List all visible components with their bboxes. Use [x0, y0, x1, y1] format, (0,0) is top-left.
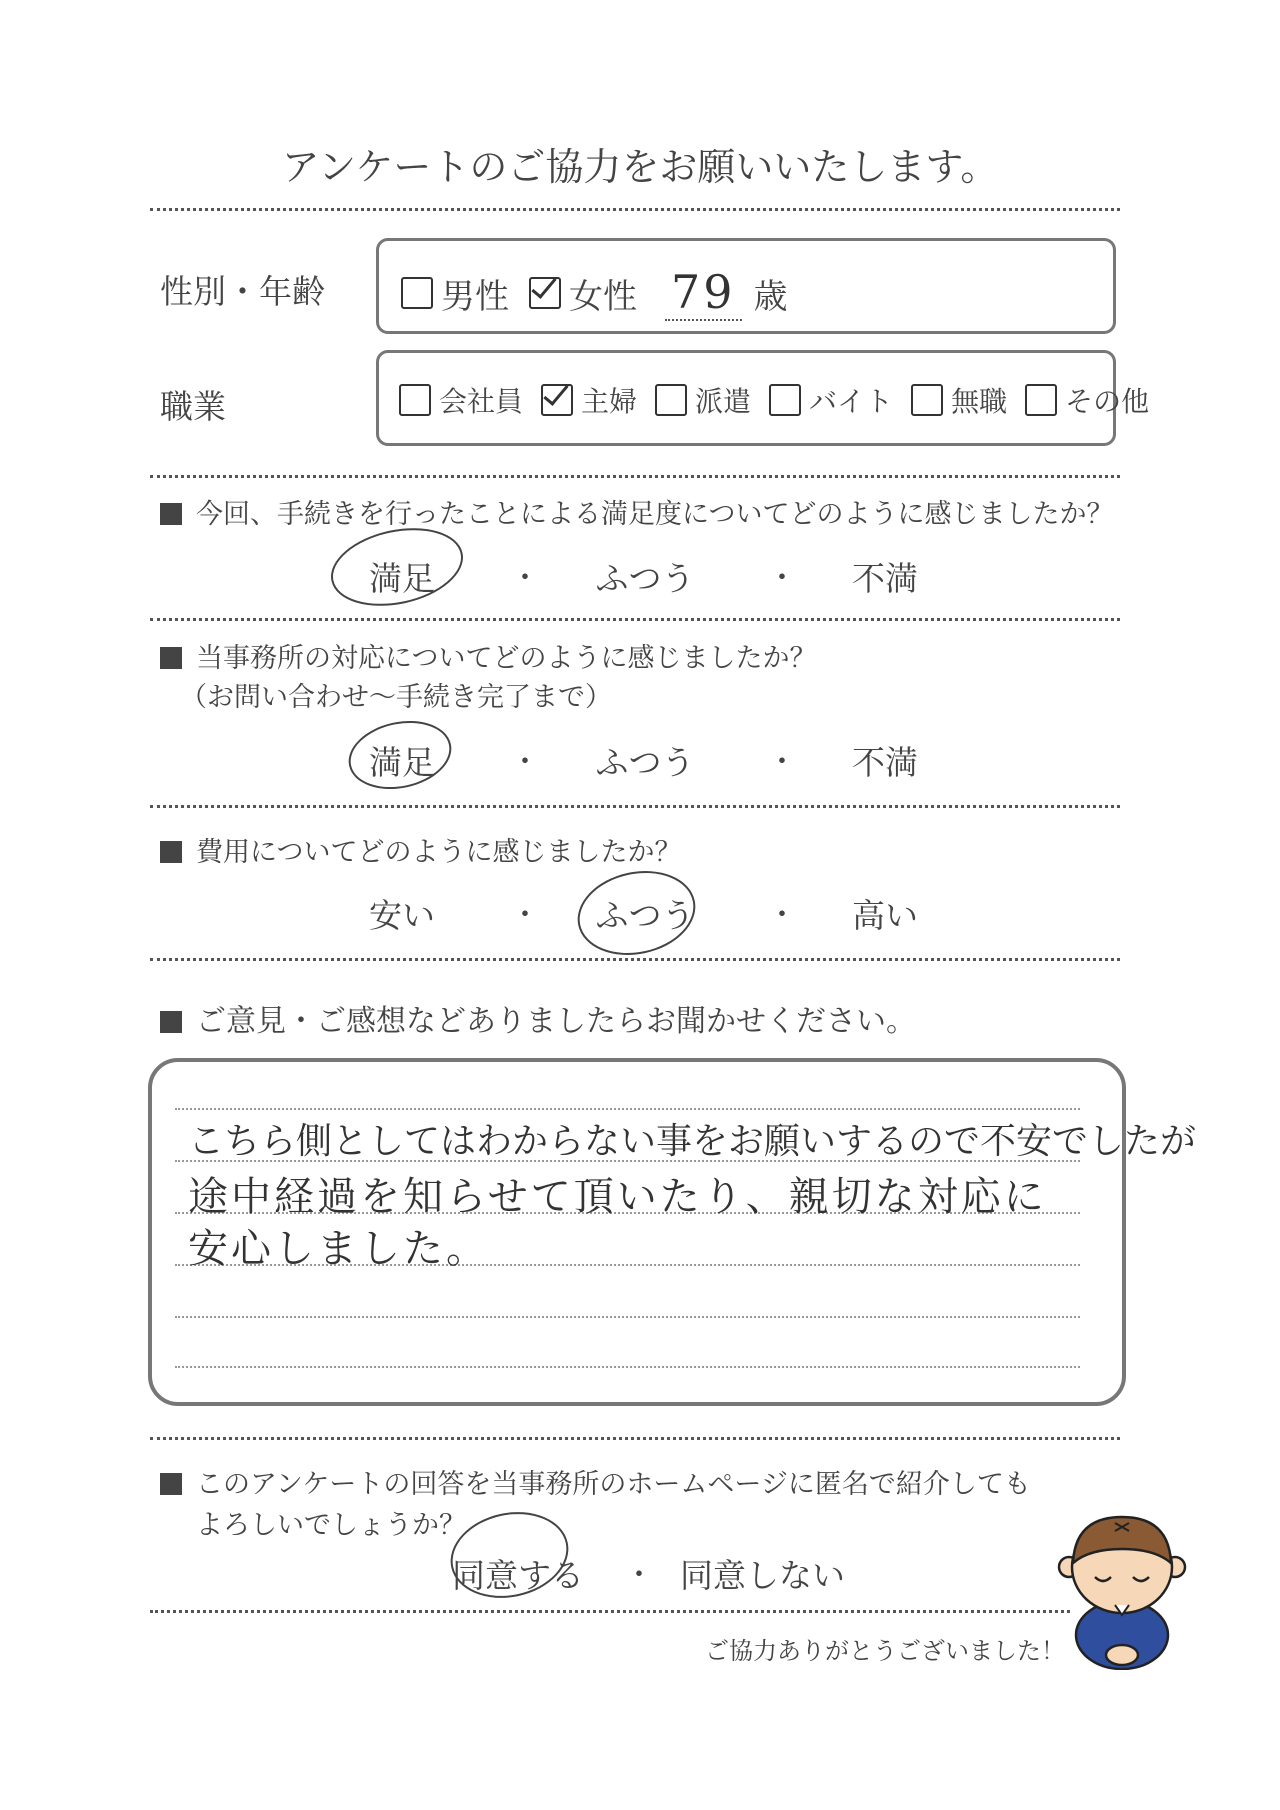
q5-option-disagree[interactable]: 同意しない [680, 1556, 845, 1595]
q1-option-satisfied[interactable]: 満足 [369, 559, 435, 598]
question-4 [160, 996, 916, 1040]
question-5-text: このアンケートの回答を当事務所のホームページに匿名で紹介しても [196, 1469, 1031, 1500]
divider [150, 958, 1120, 961]
occupation-options [399, 380, 1167, 420]
q2-selection-circle [342, 712, 457, 798]
bowing-mascot-icon [1055, 1505, 1190, 1670]
bullet-square-icon [160, 1011, 182, 1033]
question-2-text: 当事務所の対応についてどのように感じましたか？ [196, 643, 817, 674]
age-suffix: 歳 [753, 276, 788, 317]
divider [150, 208, 1120, 211]
thanks-message: ご協力ありがとうございました！ [705, 1637, 1065, 1665]
female-label: 女性 [569, 276, 637, 317]
bullet-square-icon [160, 841, 182, 863]
occupation-option-label: 会社員 [439, 385, 524, 418]
separator: ・ [624, 1558, 654, 1593]
q2-option-satisfied[interactable]: 満足 [369, 743, 435, 782]
question-1 [160, 492, 1113, 531]
divider [150, 805, 1120, 808]
occupation-checkbox[interactable] [655, 384, 687, 416]
occupation-box [376, 350, 1150, 446]
divider [150, 1610, 1070, 1613]
occupation-checkbox[interactable] [1025, 384, 1057, 416]
q3-option-normal[interactable]: ふつう [595, 896, 695, 935]
survey-title: アンケートのご協力をお願いいたします。 [281, 145, 999, 189]
comment-line-2: 途中経過を知らせて頂いたり、親切な対応に [188, 1174, 1047, 1220]
separator: ・ [510, 561, 540, 596]
question-2-subtext: （お問い合わせ〜手続き完了まで） [180, 682, 612, 713]
comment-line-3: 安心しました。 [188, 1226, 489, 1272]
q5-option-agree[interactable]: 同意する [452, 1556, 584, 1595]
male-label: 男性 [441, 276, 509, 317]
occupation-option-0[interactable] [399, 380, 523, 420]
question-2 [160, 636, 816, 675]
female-option[interactable] [529, 269, 637, 318]
occupation-option-label: その他 [1065, 385, 1150, 418]
occupation-label: 職業 [160, 387, 226, 426]
occupation-option-label: 派遣 [695, 385, 752, 418]
q1-option-unsatisfied[interactable]: 不満 [852, 559, 918, 598]
age-value[interactable]: 79 [665, 265, 742, 321]
occupation-option-label: 無職 [951, 385, 1008, 418]
comment-line-1: こちら側としてはわからない事をお願いするので不安でしたが [188, 1121, 1197, 1162]
separator: ・ [767, 561, 797, 596]
q1-option-normal[interactable]: ふつう [595, 559, 695, 598]
ruled-line [175, 1316, 1080, 1318]
occupation-checkbox[interactable] [541, 384, 573, 416]
ruled-line [175, 1366, 1080, 1368]
separator: ・ [767, 898, 797, 933]
occupation-option-4[interactable] [911, 380, 1007, 420]
divider [150, 1437, 1120, 1440]
female-checkbox[interactable] [529, 277, 561, 309]
occupation-option-label: 主婦 [581, 385, 638, 418]
divider [150, 618, 1120, 621]
occupation-option-2[interactable] [655, 380, 751, 420]
occupation-option-1[interactable] [541, 380, 637, 420]
question-3 [160, 830, 681, 869]
q3-option-expensive[interactable]: 高い [852, 896, 918, 935]
male-checkbox[interactable] [401, 277, 433, 309]
question-1-text: 今回、手続きを行ったことによる満足度についてどのように感じましたか？ [196, 499, 1114, 530]
question-4-text: ご意見・ご感想などありましたらお聞かせください。 [196, 1004, 916, 1039]
separator: ・ [767, 745, 797, 780]
occupation-checkbox[interactable] [769, 384, 801, 416]
q1-selection-circle [324, 517, 470, 617]
q2-option-normal[interactable]: ふつう [595, 743, 695, 782]
divider [150, 475, 1120, 478]
question-5-text-line2: よろしいでしょうか？ [196, 1510, 466, 1541]
question-3-text: 費用についてどのように感じましたか？ [196, 837, 682, 868]
bullet-square-icon [160, 503, 182, 525]
occupation-option-3[interactable] [769, 380, 893, 420]
occupation-checkbox[interactable] [399, 384, 431, 416]
gender-age-box [376, 238, 1116, 334]
occupation-option-label: バイト [809, 385, 894, 418]
bullet-square-icon [160, 647, 182, 669]
separator: ・ [510, 745, 540, 780]
ruled-line [175, 1108, 1080, 1110]
gender-age-label: 性別・年齢 [160, 272, 325, 311]
male-option[interactable] [401, 269, 509, 318]
q3-selection-circle [570, 861, 703, 966]
q2-option-unsatisfied[interactable]: 不満 [852, 743, 918, 782]
question-5 [160, 1462, 1031, 1501]
occupation-option-5[interactable] [1025, 380, 1149, 420]
occupation-checkbox[interactable] [911, 384, 943, 416]
bullet-square-icon [160, 1473, 182, 1495]
separator: ・ [510, 898, 540, 933]
q3-option-cheap[interactable]: 安い [369, 896, 435, 935]
